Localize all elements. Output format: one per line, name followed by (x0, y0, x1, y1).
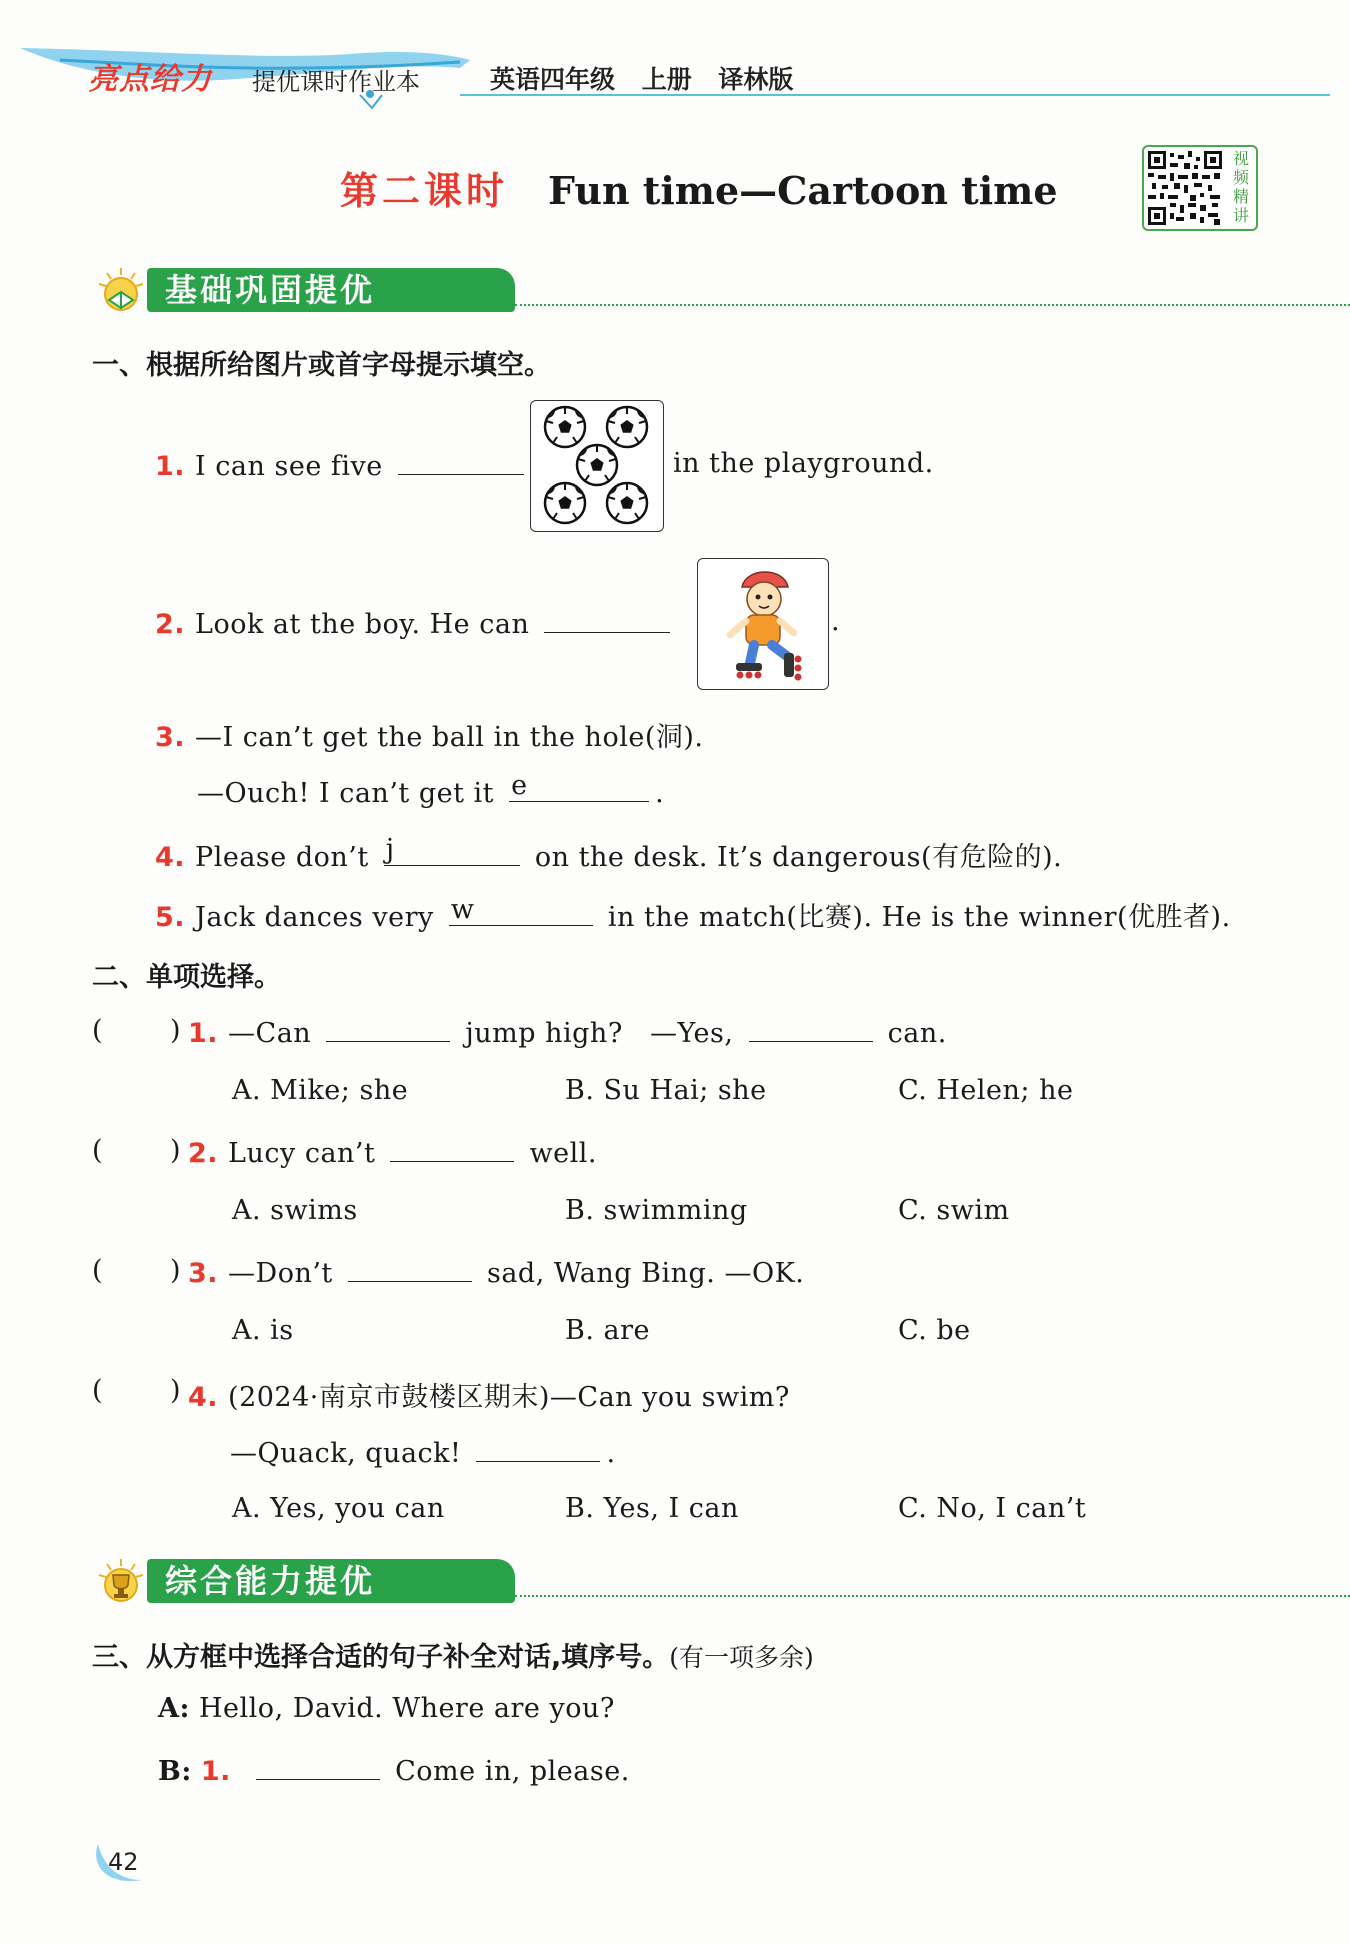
option-c[interactable]: C. be (898, 1315, 971, 1346)
question-text-after: in the match(比赛). He is the winner(优胜者). (607, 902, 1231, 933)
option-c[interactable]: C. No, I can’t (898, 1493, 1087, 1524)
option-b[interactable]: B. are (565, 1315, 650, 1346)
part2-question-1 (188, 1015, 947, 1049)
part3-heading-text: 三、从方框中选择合适的句子补全对话,填序号。 (92, 1642, 670, 1673)
part1-question-3 (155, 715, 703, 754)
question-text-after: in the playground. (673, 448, 934, 479)
answer-paren-open: ( (92, 1255, 103, 1286)
answer-blank[interactable] (544, 606, 670, 633)
question-number: 2. (188, 1138, 219, 1169)
question-text: —Can (228, 1018, 312, 1049)
question-number: 1. (155, 451, 186, 482)
soccer-balls-picture (530, 400, 664, 532)
question-text: I can see five (195, 451, 383, 482)
answer-blank[interactable] (390, 1135, 514, 1162)
option-a[interactable]: A. Mike; she (232, 1075, 409, 1106)
question-number: 3. (188, 1258, 219, 1289)
roller-skating-boy-icon (698, 559, 828, 689)
qr-code-icon (1148, 151, 1222, 225)
part2-question-4-line2 (230, 1435, 616, 1469)
dialogue-line-b (158, 1753, 630, 1787)
section-banner-basic (95, 264, 1255, 316)
dialogue-line-a (158, 1693, 615, 1724)
part3-heading-note: (有一项多余) (669, 1643, 814, 1672)
answer-paren-close: ) (170, 1375, 181, 1406)
option-b[interactable]: B. Yes, I can (565, 1493, 739, 1524)
question-text: (2024·南京市鼓楼区期末)—Can you swim? (228, 1382, 790, 1413)
option-b[interactable]: B. Su Hai; she (565, 1075, 767, 1106)
answer-paren-close: ) (170, 1135, 181, 1166)
question-text: Lucy can’t (228, 1138, 376, 1169)
answer-paren-open: ( (92, 1135, 103, 1166)
question-text: . (606, 1438, 616, 1469)
question-number: 4. (188, 1382, 219, 1413)
lesson-topic: Fun time—Cartoon time (548, 168, 1058, 213)
part2-question-2 (188, 1135, 597, 1169)
banner-divider (515, 304, 1350, 306)
question-text: —Quack, quack! (230, 1438, 462, 1469)
question-text: jump high? (465, 1018, 623, 1049)
part1-question-4 (155, 835, 1062, 874)
question-text: can. (887, 1018, 947, 1049)
lesson-title (340, 160, 1058, 215)
letter-hint: j (385, 834, 395, 865)
option-c[interactable]: C. Helen; he (898, 1075, 1074, 1106)
part1-question-2 (155, 606, 676, 640)
grade-info: 英语四年级 上册 译林版 (490, 65, 794, 94)
answer-paren-open: ( (92, 1375, 103, 1406)
answer-blank[interactable] (449, 894, 593, 926)
letter-hint: w (450, 894, 475, 925)
speaker-label: B: (158, 1756, 192, 1787)
banner-label: 基础巩固提优 (147, 268, 515, 312)
question-number: 3. (155, 722, 186, 753)
question-text-after: . (831, 606, 841, 637)
answer-blank[interactable] (384, 834, 520, 866)
answer-paren-close: ) (170, 1015, 181, 1046)
answer-paren-open: ( (92, 1015, 103, 1046)
question-text-after: on the desk. It’s dangerous(有危险的). (534, 842, 1063, 873)
page-number: 42 (108, 1848, 139, 1876)
question-number: 4. (155, 842, 186, 873)
question-number: 1. (188, 1018, 219, 1049)
section-banner-comprehensive (95, 1555, 1255, 1607)
question-text: Look at the boy. He can (195, 609, 530, 640)
speaker-label: A: (158, 1693, 190, 1724)
qr-label-char: 频 (1232, 168, 1249, 187)
answer-blank[interactable] (326, 1015, 450, 1042)
question-text-after: . (655, 778, 665, 809)
part3-heading (92, 1635, 814, 1674)
part1-question-3-line2 (197, 770, 665, 809)
option-a[interactable]: A. is (232, 1315, 294, 1346)
qr-label-char: 视 (1232, 149, 1249, 168)
brand-logo: 亮点给力 (88, 62, 212, 97)
part1-question-5 (155, 895, 1231, 934)
option-b[interactable]: B. swimming (565, 1195, 748, 1226)
dialogue-text: Hello, David. Where are you? (199, 1693, 615, 1724)
answer-paren-close: ) (170, 1255, 181, 1286)
question-text: —Ouch! I can’t get it (197, 778, 495, 809)
page-header (20, 40, 1330, 120)
question-text: —Yes, (650, 1018, 734, 1049)
part1-question-1 (155, 448, 530, 482)
question-text: —I can’t get the ball in the hole(洞). (195, 722, 704, 753)
trophy-badge-icon (95, 1557, 147, 1605)
banner-label: 综合能力提优 (147, 1559, 515, 1603)
answer-blank[interactable] (398, 448, 524, 475)
answer-blank[interactable] (749, 1015, 873, 1042)
question-text: well. (529, 1138, 598, 1169)
question-text: —Don’t (228, 1258, 333, 1289)
question-text: sad, Wang Bing. —OK. (486, 1258, 805, 1289)
part1-heading: 一、根据所给图片或首字母提示填空。 (92, 350, 551, 381)
lesson-number: 第二课时 (340, 168, 509, 213)
part2-question-4 (188, 1375, 790, 1414)
qr-label-char: 讲 (1232, 206, 1249, 225)
option-a[interactable]: A. swims (232, 1195, 358, 1226)
option-a[interactable]: A. Yes, you can (232, 1493, 445, 1524)
question-text: Jack dances very (195, 902, 434, 933)
part2-question-3 (188, 1255, 804, 1289)
qr-label (1230, 149, 1252, 225)
question-number: 1. (200, 1756, 231, 1787)
banner-divider (515, 1595, 1350, 1597)
answer-blank[interactable] (509, 770, 649, 802)
part2-heading: 二、单项选择。 (92, 962, 281, 993)
answer-blank[interactable] (476, 1435, 600, 1462)
dialogue-text: Come in, please. (395, 1756, 630, 1787)
answer-blank[interactable] (256, 1753, 380, 1780)
skating-boy-picture (697, 558, 829, 690)
soccer-balls-icon (531, 401, 663, 531)
letter-hint: e (511, 770, 528, 801)
book-badge-icon (95, 266, 147, 314)
answer-blank[interactable] (348, 1255, 472, 1282)
option-c[interactable]: C. swim (898, 1195, 1010, 1226)
question-number: 2. (155, 609, 186, 640)
question-number: 5. (155, 902, 186, 933)
book-subtitle: 提优课时作业本 (252, 68, 420, 96)
question-text: Please don’t (195, 842, 369, 873)
qr-label-char: 精 (1232, 187, 1249, 206)
header-divider (460, 94, 1330, 96)
video-qr-code[interactable] (1142, 145, 1258, 231)
